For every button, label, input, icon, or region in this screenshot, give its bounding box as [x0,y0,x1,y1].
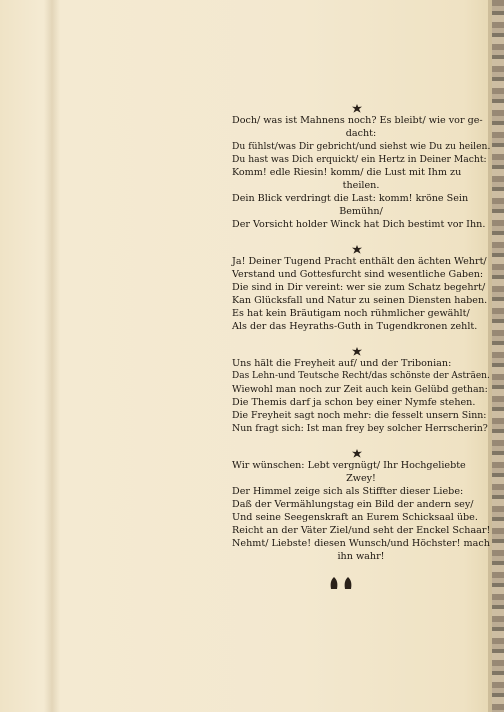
ornament-icon [351,347,363,356]
poem-text [232,104,490,593]
verse-line: Komm! edle Riesin! komm/ die Lust mit Ihm zu [232,167,462,178]
verse-line: Das Lehn-und Teutsche Recht/das schönste der Asträen. [232,371,490,381]
verse-line: Du fühlst/was Dir gebricht/und siehst wie Du zu heilen. [232,141,491,152]
ornament-icon [351,104,363,113]
stanza [232,347,490,435]
verse-line: Reicht an der Väter Ziel/und seht der Enckel Schaar! [232,525,491,536]
verse-line: Der Vorsicht holder Winck hat Dich bestimt vor Ihn. [232,219,486,230]
verse-line: Verstand und Gottesfurcht sind wesentliche Gaben: [232,269,484,280]
verse-line: Es hat kein Bräutigam noch rühmlicher gewählt/ [232,308,470,319]
stanza [232,449,490,563]
verse-line: Die Freyheit sagt noch mehr: die fesselt unsern Sinn: [232,410,487,421]
verse-line: Ja! Deiner Tugend Pracht enthält den ächten Wehrt/ [232,256,487,267]
verse-line: dacht: [345,128,377,139]
verse-line: Daß der Vermählungstag ein Bild der andern sey/ [232,499,474,510]
verse-line: Nehmt/ Liebste! diesen Wunsch/und Höchster! mach [232,538,490,549]
ornament-icon [351,449,363,458]
stanza [232,104,490,231]
verse-line: Der Himmel zeige sich als Stiffter dieser Liebe: [232,486,464,497]
verse-line: Du hast was Dich erquickt/ ein Hertz in Deiner Macht: [232,154,487,165]
verse-line: Wiewohl man noch zur Zeit auch kein Gelübd gethan: [232,384,488,395]
verse-line: Doch/ was ist Mahnens noch? Es bleibt/ wie vor ge- [232,115,483,126]
verse-line: Und seine Seegenskraft an Eurem Schicksaal übe. [232,512,478,523]
verse-line: Zwey! [346,473,376,484]
end-ornament-icon [212,577,470,593]
verse-line: Als der das Heyraths-Guth in Tugendkronen zehlt. [232,321,478,332]
ornament-icon [351,245,363,254]
verse-line: Nun fragt sich: Ist man frey bey solcher Herrscherin? [232,423,488,434]
verse-line: ihn wahr! [337,551,385,562]
verse-line: Dein Blick verdringt die Last: komm! kröne Sein [232,193,469,204]
page-fold-shadow [44,0,60,712]
verse-line: Die Themis darf ja schon bey einer Nymfe stehen. [232,397,476,408]
verse-line: Bemühn/ [339,206,383,217]
marbled-cover-edge [492,0,504,712]
verse-line: Kan Glücksfall und Natur zu seinen Diensten haben. [232,295,488,306]
stanza [232,245,490,333]
verse-line: Uns hält die Freyheit auf/ und der Tribonian: [232,358,452,369]
verse-line: theilen. [342,180,380,191]
verse-line: Die sind in Dir vereint: wer sie zum Schatz begehrt/ [232,282,486,293]
verse-line: Wir wünschen: Lebt vergnügt/ Ihr Hochgeliebte [232,460,466,471]
